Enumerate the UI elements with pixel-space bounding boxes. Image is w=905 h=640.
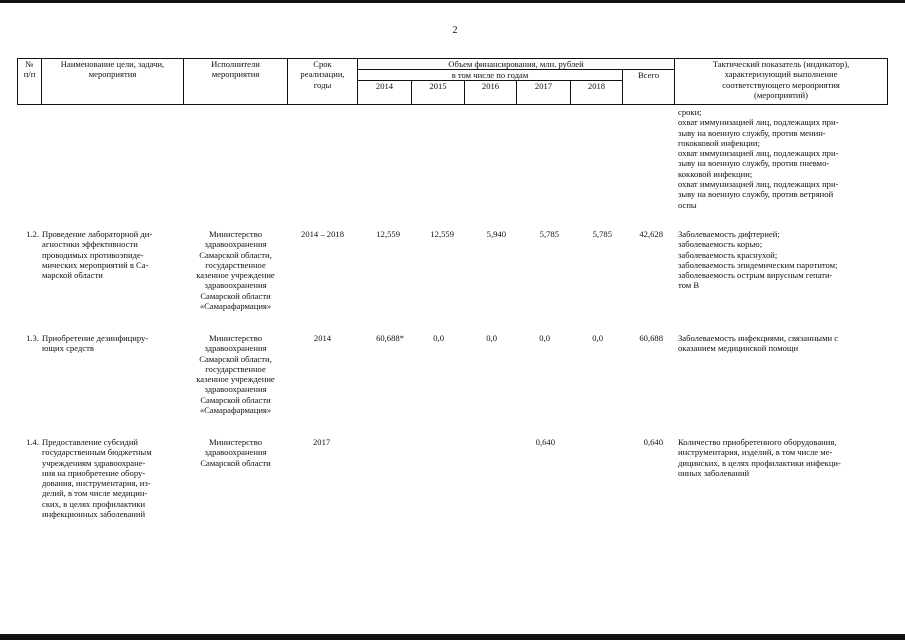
row-number: 1.2. bbox=[26, 229, 39, 239]
header-by-years: в том числе по годам bbox=[451, 70, 529, 80]
row-term: 2014 bbox=[313, 333, 332, 343]
header-funding: Объем финансирования, млн. рублей bbox=[448, 59, 584, 69]
header-bottom-line bbox=[17, 104, 887, 105]
row-name: Приобретение дезинфициру- ющих средств bbox=[42, 333, 149, 354]
row-value-2016: 5,940 bbox=[486, 229, 506, 239]
row-total: 42,628 bbox=[639, 229, 663, 239]
row-total: 0,640 bbox=[643, 437, 663, 447]
row-total: 60,688 bbox=[639, 333, 663, 343]
row-indicator: Заболеваемость дифтерией; заболеваемость корью; заболеваемость краснухой; заболеваемость эпидемическим паротитом; заболеваемость острым вирусным гепати- том В bbox=[678, 229, 838, 291]
header-total: Всего bbox=[637, 70, 660, 80]
row-number: 1.4. bbox=[26, 437, 39, 447]
vline bbox=[887, 58, 888, 105]
header-year: 2015 bbox=[429, 81, 447, 91]
header-year: 2014 bbox=[375, 81, 394, 91]
continuation-indicator: сроки; охват иммунизацией лиц, подлежащих при- зыву на военную службу, против менин- гококковой инфекции; охват иммунизацией лиц, подлежащих при- зыву на военную службу, против пневмо- кокковой инфекции; охват иммунизацией лиц, подлежащих при- зыву на военную службу, против ветряной оспы bbox=[678, 107, 839, 210]
row-term: 2014 – 2018 bbox=[301, 229, 344, 239]
bottom-border bbox=[0, 634, 905, 640]
row-value-2017: 5,785 bbox=[539, 229, 559, 239]
row-value-2017: 0,640 bbox=[535, 437, 555, 447]
row-value-2014: 60,688* bbox=[376, 333, 404, 343]
row-name: Проведение лабораторной ди- агностики эффективности проводимых противоэпиде- мических мероприятий в Са- марской области bbox=[42, 229, 153, 281]
row-executor: Министерство здравоохранения Самарской области bbox=[200, 437, 271, 468]
top-border bbox=[0, 0, 905, 3]
header-year: 2018 bbox=[587, 81, 606, 91]
header-year: 2016 bbox=[481, 81, 500, 91]
row-value-2018: 0,0 bbox=[592, 333, 603, 343]
row-executor: Министерство здравоохранения Самарской области, государственное казенное учреждение здравоохранения Самарской области «Самарафармация» bbox=[196, 333, 275, 416]
page-number: 2 bbox=[452, 25, 458, 36]
row-executor: Министерство здравоохранения Самарской области, государственное казенное учреждение здравоохранения Самарской области «Самарафармация» bbox=[196, 229, 275, 312]
header-indicator: Тактический показатель (индикатор), характеризующий выполнение соответствующего мероприятия (мероприятий) bbox=[712, 59, 850, 100]
header-executors: Исполнители мероприятия bbox=[211, 59, 260, 80]
row-value-2014: 12,559 bbox=[376, 229, 400, 239]
row-value-2018: 5,785 bbox=[592, 229, 612, 239]
row-number: 1.3. bbox=[26, 333, 39, 343]
row-indicator: Количество приобретенного оборудования, инструментария, изделий, в том числе ме- дицинских, в целях профилактики инфекци- онных заболеваний bbox=[678, 437, 841, 478]
row-value-2015: 0,0 bbox=[433, 333, 444, 343]
row-term: 2017 bbox=[313, 437, 331, 447]
header-number: № п/п bbox=[23, 59, 36, 80]
row-value-2015: 12,559 bbox=[430, 229, 454, 239]
row-name: Предоставление субсидий государственным бюджетным учреждениям здравоохране- ния на приобретение обору- дования, инструментария, из- делий, в том числе медицин- ских, в целях профилактики инфекционных заболеваний bbox=[42, 437, 152, 520]
row-indicator: Заболеваемость инфекциями, связанными с оказанием медицинской помощи bbox=[678, 333, 839, 354]
row-value-2016: 0,0 bbox=[486, 333, 497, 343]
header-name: Наименование цели, задачи, мероприятия bbox=[60, 59, 165, 80]
header-term: Срок реализации, годы bbox=[300, 59, 345, 90]
header-year: 2017 bbox=[534, 81, 553, 91]
row-value-2017: 0,0 bbox=[539, 333, 550, 343]
